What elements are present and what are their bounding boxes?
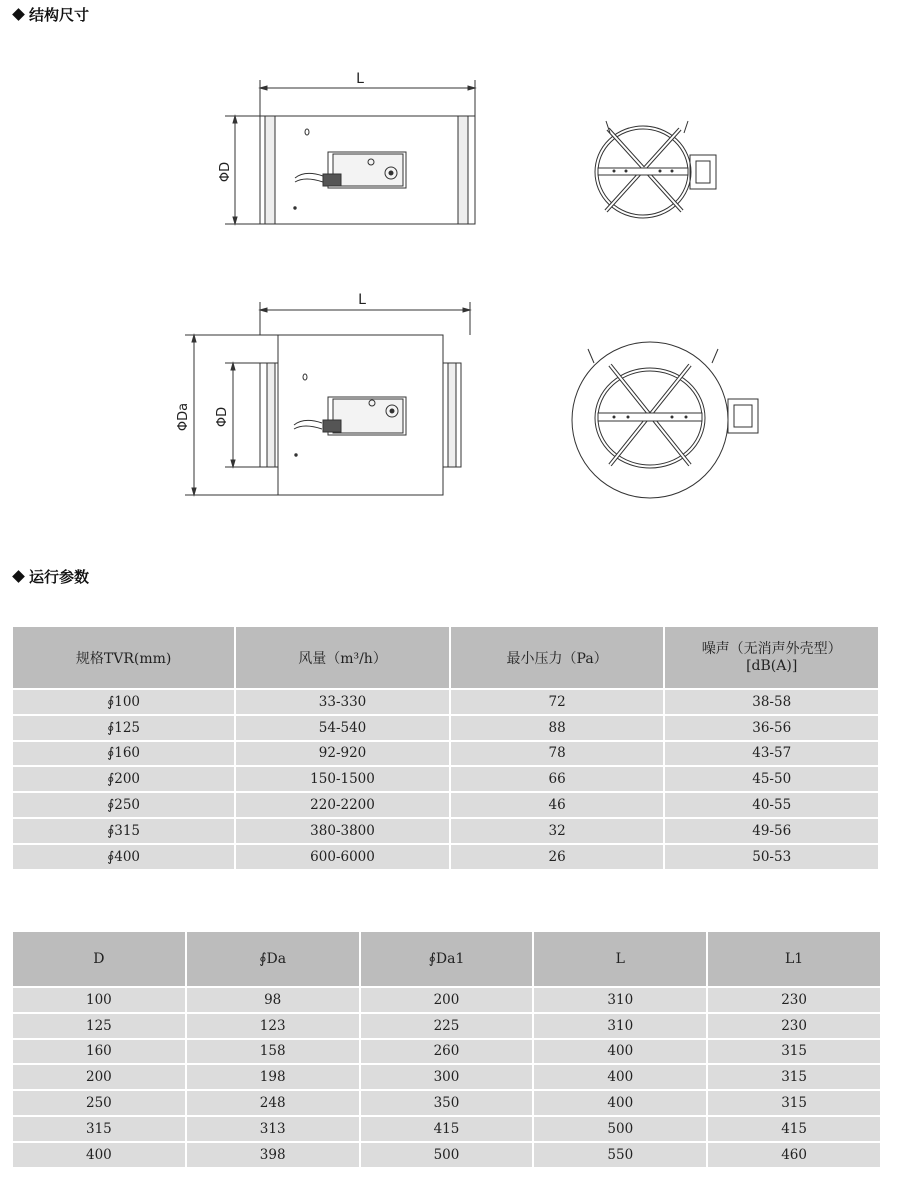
header-airflow: 风量（m³/h） [236,627,449,688]
end-view-drawing-1 [580,115,750,230]
header-Da: ∮Da [187,932,359,986]
header-D: D [13,932,185,986]
header-noise: 噪声（无消声外壳型） [dB(A)] [665,627,878,688]
structure-section-title: 结构尺寸 [12,4,89,25]
table-row: 160 158 260 400 315 [13,1040,880,1064]
end-view-drawing-2 [568,335,768,505]
table-row: 100 98 200 310 230 [13,988,880,1012]
dim-D-label-2: ΦD [215,406,230,428]
header-Da1: ∮Da1 [361,932,533,986]
header-L1: L1 [708,932,880,986]
table-row: 200 198 300 400 315 [13,1065,880,1089]
operating-params-table [11,625,880,871]
dimensions-table [11,930,882,1169]
table-row: 315 313 415 500 415 [13,1117,880,1141]
table-row: 125 123 225 310 230 [13,1014,880,1038]
header-spec: 规格TVR(mm) [13,627,234,688]
side-view-drawing-2 [170,285,480,505]
diamond-bullet-icon [12,8,25,21]
table-row: ∮100 33-330 72 38-58 [13,690,878,714]
header-L: L [534,932,706,986]
table-row: 400 398 500 550 460 [13,1143,880,1167]
diamond-bullet-icon [12,570,25,583]
table-row: ∮400 600-6000 26 50-53 [13,845,878,869]
header-min-pressure: 最小压力（Pa） [451,627,664,688]
params-section-title: 运行参数 [12,566,89,587]
dim-L-label-1: L [356,71,364,87]
table-header-row [13,932,880,986]
table-row: ∮250 220-2200 46 40-55 [13,793,878,817]
table-header-row [13,627,878,688]
dim-Da-label: ΦDa [176,402,191,432]
side-view-drawing-1 [215,70,485,240]
table-row: ∮315 380-3800 32 49-56 [13,819,878,843]
dim-D-label-1: ΦD [218,161,233,183]
table-row: ∮200 150-1500 66 45-50 [13,767,878,791]
table-row: ∮160 92-920 78 43-57 [13,742,878,766]
table-row: ∮125 54-540 88 36-56 [13,716,878,740]
dim-L-label-2: L [358,292,366,308]
table-row: 250 248 350 400 315 [13,1091,880,1115]
